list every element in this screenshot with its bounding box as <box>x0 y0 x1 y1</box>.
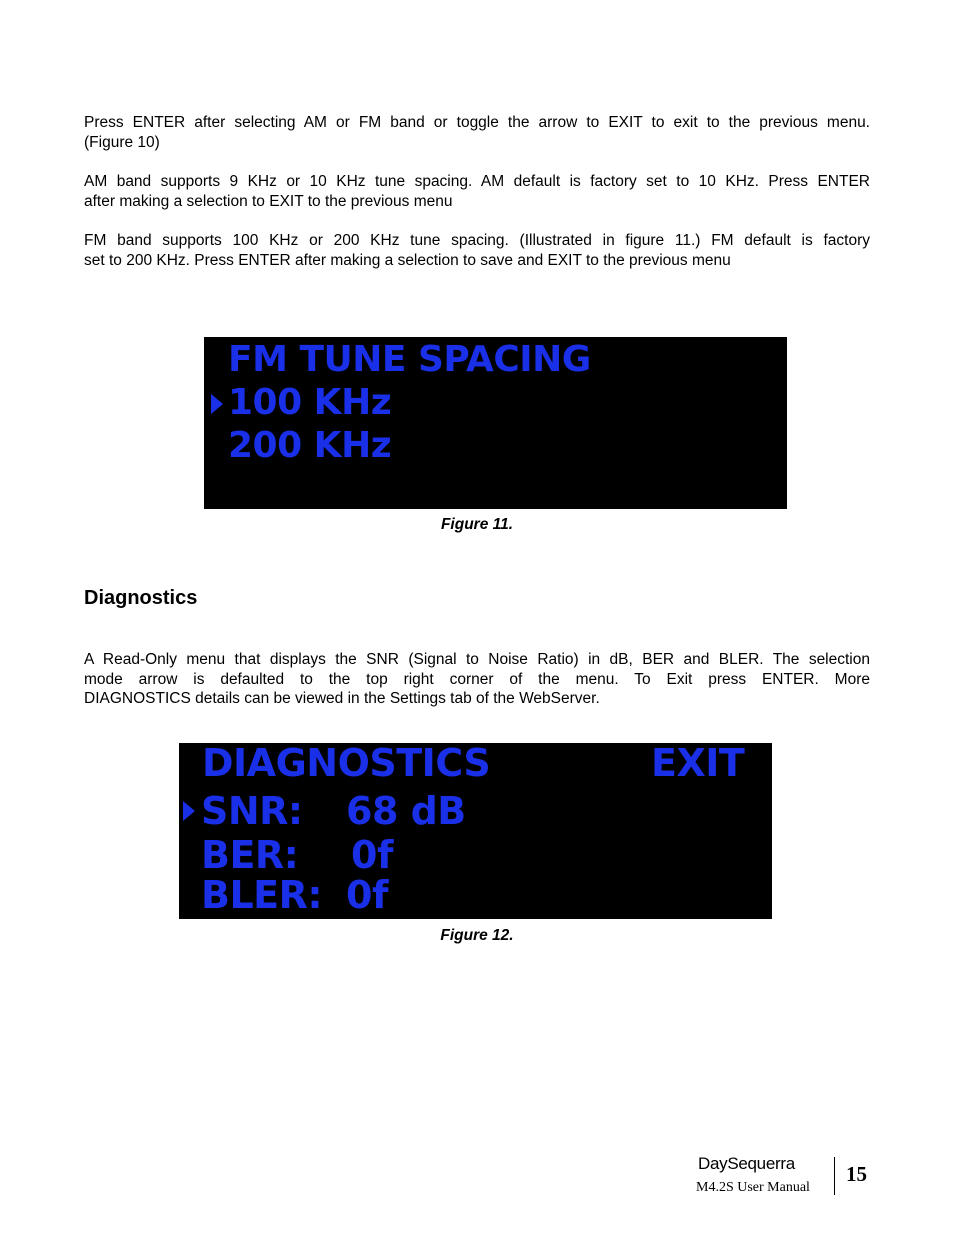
fm-band-paragraph <box>84 231 870 270</box>
paragraph-line: (Figure 10) <box>84 133 160 151</box>
paragraph-line: AM band supports 9 KHz or 10 KHz tune spacing. AM default is factory set to 10 KHz. Press ENTER <box>84 173 870 190</box>
page-number: 15 <box>846 1162 867 1186</box>
section-heading: Diagnostics <box>84 587 198 609</box>
footer-divider <box>834 1157 835 1195</box>
ber-label: BER: <box>201 833 299 877</box>
display-title: DIAGNOSTICS <box>202 741 491 785</box>
bler-label: BLER: <box>201 873 323 917</box>
paragraph-line: DIAGNOSTICS details can be viewed in the Settings tab of the WebServer. <box>84 690 600 707</box>
selection-arrow-icon <box>211 394 223 414</box>
fm-tune-spacing-display <box>204 337 787 509</box>
display-title: FM TUNE SPACING <box>228 339 591 380</box>
option-100khz: 100 KHz <box>228 382 392 423</box>
snr-value: 68 dB <box>346 789 466 833</box>
ber-value: 0f <box>351 833 393 877</box>
selection-arrow-icon <box>183 801 195 821</box>
bler-value: 0f <box>346 873 388 917</box>
option-200khz: 200 KHz <box>228 425 392 466</box>
paragraph-line: after making a selection to EXIT to the previous menu <box>84 192 453 210</box>
display-exit: EXIT <box>651 741 745 785</box>
diagnostics-display <box>179 743 772 919</box>
intro-paragraph <box>84 113 870 152</box>
figure-11-caption: Figure 11. <box>440 516 514 533</box>
paragraph-line: Press ENTER after selecting AM or FM band or toggle the arrow to EXIT to exit to the previous menu. <box>84 114 870 131</box>
am-band-paragraph <box>84 172 870 211</box>
snr-label: SNR: <box>201 789 303 833</box>
manual-title: M4.2S User Manual <box>696 1180 810 1195</box>
diagnostics-paragraph <box>84 650 870 709</box>
paragraph-line: set to 200 KHz. Press ENTER after making a selection to save and EXIT to the previous menu <box>84 251 731 269</box>
brand-logo: DaySequerra <box>698 1154 795 1173</box>
paragraph-line: A Read-Only menu that displays the SNR (Signal to Noise Ratio) in dB, BER and BLER. The selection <box>84 651 870 668</box>
figure-12-caption: Figure 12. <box>440 927 514 944</box>
paragraph-line: mode arrow is defaulted to the top right corner of the menu. To Exit press ENTER. More <box>84 670 870 688</box>
paragraph-line: FM band supports 100 KHz or 200 KHz tune spacing. (Illustrated in figure 11.) FM default is factory <box>84 232 870 249</box>
